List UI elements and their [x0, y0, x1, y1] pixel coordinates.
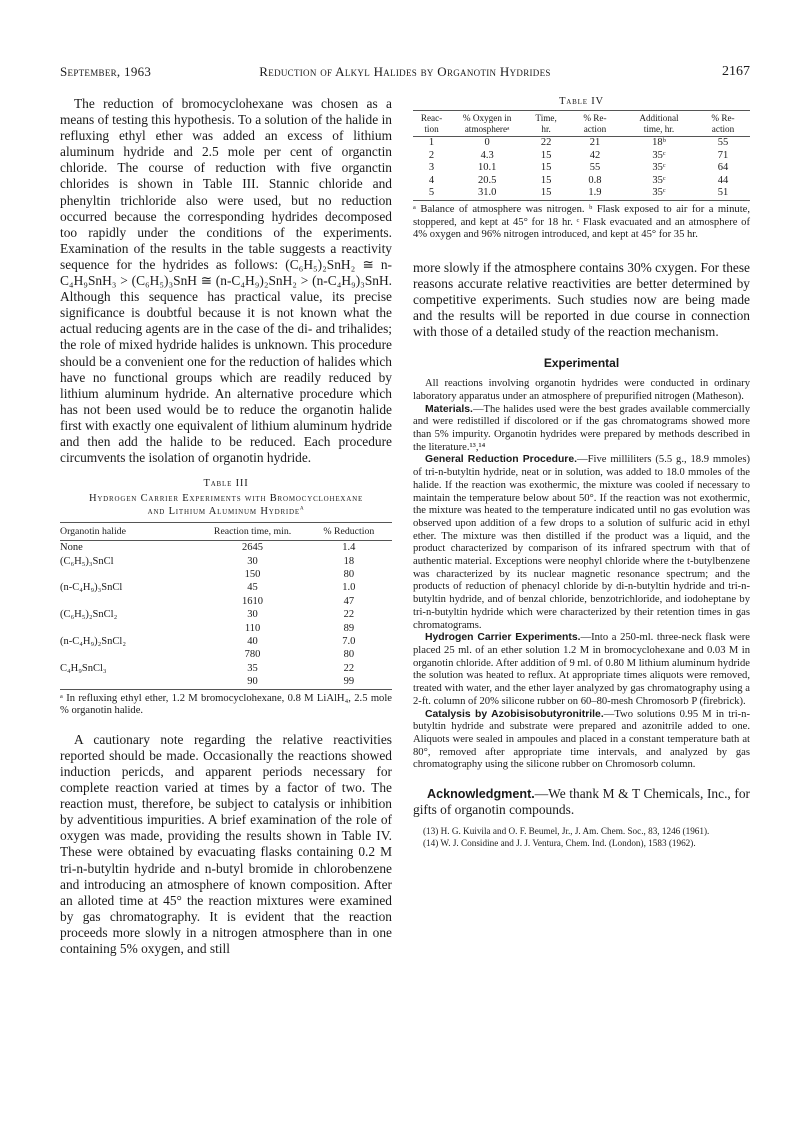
table-cell: 22: [343, 662, 355, 674]
table-cell: 110: [244, 622, 261, 634]
table-4-title: Table IV: [559, 96, 604, 107]
acknowledgment-text: —We thank M & T Chemicals, Inc., for gifts of organotin compounds.: [413, 786, 750, 818]
table-row: [60, 555, 392, 568]
table-header: % Re- action: [696, 111, 750, 137]
table-row: [60, 675, 392, 689]
table-cell: 44: [717, 174, 729, 186]
table-cell: [60, 595, 199, 608]
table-cell: 150: [244, 568, 261, 580]
body-paragraph-1-block: [60, 96, 392, 466]
materials-paragraph: [413, 404, 750, 455]
table-3-caption-mark: a: [299, 503, 305, 512]
table-header: Time, hr.: [524, 111, 568, 137]
acknowledgment: [413, 786, 750, 818]
table-cell: 89: [343, 622, 355, 634]
left-column: [60, 96, 392, 957]
table-row: [60, 648, 392, 661]
body-paragraph: The reduction of bromocyclohexane was chosen as a means of testing this hypothesis. To a solution of the halide in refluxing ethyl ether was added an excess of lithium aluminum hydride and 2.5 mole per cent of organctin chloride. The course of reduction with five organctin chlorides is shown in Table III. Stannic chloride and phenyltin trichloride also were used, but no reduction occurred because the corresponding hydrides decomposed too rapidly under the conditions of the experiments. Examination of the results in the table suggests a reactivity sequence for the hydrides as follows: (C₆H₅)₂SnH₂ ≅ n-C₄H₉SnH₃ > (C₆H₅)₃SnH ≅ (n-C₄H₉)₂SnH₂ > (n-C₄H₉)₃SnH. Although this sequence has practical value, its precise significance is doubtful because it is not known what the actual reducing agents are in the case of the di- and trihalides; the role of mixed hydride halides is unknown. This procedure should be a convenient one for the reduction of halides which have no functional groups which are readily reduced by lithium aluminum hydride. An alternative procedure which has not been used would be to reduce the organotin halide first with exactly one equivalent of lithium aluminum hydride and then add the halide to be reduced. Each procedure circumvents the isolation of organotin hydride.: [60, 96, 392, 466]
table-cell: 15: [540, 149, 552, 161]
table-cell: 51: [696, 187, 750, 200]
table-cell: 4.3: [480, 149, 494, 161]
table-cell: 7.0: [342, 636, 356, 647]
table-cell: 30: [247, 555, 258, 567]
table-cell: 47: [343, 595, 355, 607]
body-paragraph: A cautionary note regarding the relative reactivities reported should be made. Occasionally the reactions showed induction pericds, and apparent periods necessary for complete reaction varied at times by a factor of two. The reaction must, therefore, be subject to catalysis or inhibition by adventitious impurities. A brief examination of the role of oxygen was made, providing the results shown in Table IV. These were obtained by evacuating flasks containing 0.2 M tri-n-butyltin hydride and n-butyl bromide in chlorobenzene and introducing an atmosphere of known composition. After an alloted time at 45° the reaction mixtures were examined by gas chromatography. It is evident that the reaction proceeds more slowly in a nitrogen atmosphere than in one containing 5% oxygen, and still: [60, 731, 392, 957]
table-cell: 10.1: [477, 162, 497, 174]
experimental-body: [413, 378, 750, 772]
carrier-paragraph: [413, 632, 750, 708]
table-cell: 15: [540, 174, 552, 186]
table-cell: 15: [524, 187, 568, 200]
table-cell: 1.9: [568, 187, 622, 200]
table-row: [60, 622, 392, 635]
table-row: [60, 541, 392, 555]
table-header: Reac- tion: [413, 111, 450, 137]
table-cell: 3: [428, 162, 435, 174]
general-procedure-text: —Five milliliters (5.5 g., 18.9 mmoles) of tri-n-butyltin hydride, neat or in solution, was added to 18.0 mmoles of the halide. If the reaction was exothermic, the mixture was cooled if necessary to maintain the temperature below about 50°. If the reaction was not exothermic, the mixture was heated to the temperature indicated until no gas evolution was observed upon addition of a few drops to a solution of sulfuric acid in ethyl ether. The mixture was then distilled if the product was a liquid, and the product characterized by comparison of its infrared spectrum with that of authentic material. Exceptions were neophyl chloride where the t-butylbenzene was characterized by its nuclear magnetic resonance spectrum; and the products of reduction of phenacyl chloride by di-n-butyltin hydride and tri-n-butyltin hydride, and of benzal chloride, benzotrichloride, and iodoheptane by tri-n-butyltin hydride which were characterized by their retention times in gas chromatograms.: [413, 454, 750, 631]
header-date: September, 1963: [60, 64, 152, 79]
table-cell: 35: [247, 662, 258, 674]
page-header: [60, 64, 750, 84]
table-cell: 31.0: [450, 187, 524, 200]
table-cell: [60, 568, 199, 581]
continued-paragraph-block: [413, 260, 750, 340]
table-row: [413, 175, 750, 188]
table-cell: 45: [247, 582, 258, 594]
general-procedure-paragraph: [413, 454, 750, 632]
table-cell: 2645: [242, 542, 264, 554]
table-cell: 35ᶜ: [652, 174, 666, 186]
table-cell: (n-C₄H₉)₂SnCl₂: [60, 636, 126, 647]
table-cell: 15: [540, 162, 552, 174]
table-cell: 71: [717, 149, 729, 161]
table-row: [60, 662, 392, 675]
references: [413, 826, 750, 849]
table-cell: 1: [428, 137, 435, 148]
table-3-caption: [60, 492, 392, 518]
table-cell: None: [60, 542, 83, 554]
carrier-text: —Into a 250-ml. three-neck flask were placed 25 ml. of an ether solution 1.2 M in bromocyclohexane and 0.03 M in organotin chloride. After addition of 9 ml. of 0.80 M lithium aluminum hydride the solution was heated to reflux. At appropriate times aliquots were removed, treated with water, and the ether layer analyzed by gas chromatography using a 2-ft. column of 20% silicone rubber on 60–80-mesh Chromosorb P (firebrick).: [413, 632, 750, 707]
table-cell: 55: [589, 162, 601, 174]
table-cell: 18ᵇ: [652, 137, 666, 148]
table-cell: 42: [589, 149, 601, 161]
table-cell: 1.0: [342, 582, 356, 594]
table-row: [413, 162, 750, 175]
table-cell: 90: [199, 675, 305, 689]
table-header: % Oxygen in atmosphereᵃ: [450, 111, 524, 137]
table-3-header: % Reduction: [306, 523, 392, 541]
table-4-grid: [413, 110, 750, 201]
table-cell: (C₆H₅)₃SnCl: [60, 555, 114, 567]
header-title: Reduction of Alkyl Halides by Organotin Hydrides: [259, 64, 551, 79]
table-row: [60, 608, 392, 621]
table-cell: 55: [717, 137, 729, 148]
table-row: [60, 595, 392, 608]
table-row: [413, 137, 750, 150]
table-cell: 5: [413, 187, 450, 200]
table-3-caption-line2: and Lithium Aluminum Hydride: [147, 506, 300, 518]
reference-14: (14) W. J. Considine and J. J. Ventura, Chem. Ind. (London), 1583 (1962).: [423, 837, 696, 848]
table-3: [60, 478, 392, 718]
table-cell: 22: [343, 609, 355, 621]
table-cell: 35ᶜ: [652, 162, 666, 174]
table-row: [60, 581, 392, 594]
table-cell: 40: [247, 636, 258, 647]
table-cell: (n-C₄H₉)₃SnCl: [60, 582, 123, 594]
table-cell: 780: [244, 649, 261, 661]
table-cell: [60, 648, 199, 661]
reference-13: (13) H. G. Kuivila and O. F. Beumel, Jr., J. Am. Chem. Soc., 83, 1246 (1961).: [423, 826, 710, 837]
general-procedure-heading: General Reduction Procedure.: [425, 454, 578, 466]
table-3-title: Table III: [203, 478, 249, 490]
table-3-grid: [60, 522, 392, 689]
table-row: [413, 187, 750, 200]
table-cell: 20.5: [477, 174, 497, 186]
body-paragraph-2-block: [60, 732, 392, 957]
table-3-header: Reaction time, min.: [199, 523, 305, 541]
table-4-footnote: ᵃ Balance of atmosphere was nitrogen. ᵇ Flask exposed to air for a minute, stoppered, and kept at 45° for 18 hr. ᶜ Flask evacuated and an atmosphere of 4% oxygen and 96% nitrogen introduced, and kept at 45° for 35 hr.: [413, 203, 750, 241]
table-cell: 80: [343, 568, 355, 580]
table-cell: 18: [343, 555, 355, 567]
catalysis-text: —Two solutions 0.95 M in tri-n-butyltin hydride and substrate were prepared and azonitrile added to one. Aliquots were sealed in ampoules and placed in a constant temperature bath at 80°, removed after appropriate time intervals, and analyzed by gas chromatography using the silicone rubber on Chromosorb column.: [413, 708, 750, 771]
catalysis-paragraph: [413, 709, 750, 773]
catalysis-heading: Catalysis by Azobisisobutyronitrile.: [425, 708, 604, 720]
right-column: [413, 96, 750, 849]
table-cell: 1.4: [342, 542, 356, 554]
table-header: % Re- action: [568, 111, 622, 137]
table-cell: 80: [343, 649, 355, 661]
carrier-heading: Hydrogen Carrier Experiments.: [425, 632, 581, 644]
table-cell: 35ᶜ: [622, 187, 696, 200]
continued-paragraph: more slowly if the atmosphere contains 30% cxygen. For these reasons accurate relative reactivities are better determined by competitive experiments. Such studies now are being made and the results will be reported in due course in connection with those of a detailed study of the reaction mechanism.: [413, 259, 750, 340]
exp-intro: All reactions involving organotin hydrides were conducted in ordinary laboratory apparatus under an atmosphere of prepurified nitrogen (Matheson).: [413, 378, 750, 402]
table-4: [413, 96, 750, 242]
table-row: [413, 150, 750, 163]
section-heading-experimental: Experimental: [543, 356, 620, 371]
table-cell: 0.8: [588, 174, 602, 186]
table-cell: 2: [428, 149, 435, 161]
table-cell: 0: [484, 137, 490, 148]
table-3-header: Organotin halide: [60, 523, 199, 541]
table-cell: C₄H₉SnCl₃: [60, 662, 107, 674]
table-cell: 35ᶜ: [652, 149, 666, 161]
table-row: [60, 635, 392, 648]
materials-text: —The halides used were the best grades available commercially and were redistilled if discolored or if the gas chromatograms showed more than 5% impurity. Organotin hydrides were prepared by methods described in the literature.¹³,¹⁴: [413, 403, 750, 453]
table-header: Additional time, hr.: [622, 111, 696, 137]
table-cell: 99: [306, 675, 392, 689]
table-3-caption-line1: Hydrogen Carrier Experiments with Bromocyclohexane: [88, 493, 364, 505]
table-cell: 4: [428, 174, 435, 186]
page-number: 2167: [722, 64, 750, 79]
table-cell: [60, 622, 199, 635]
table-cell: 22: [540, 137, 552, 148]
table-cell: [60, 675, 199, 689]
table-cell: 1610: [242, 595, 264, 607]
table-cell: 21: [589, 137, 601, 148]
acknowledgment-heading: Acknowledgment.: [427, 787, 535, 802]
table-row: [60, 568, 392, 581]
table-cell: 64: [717, 162, 729, 174]
table-cell: (C₆H₅)₂SnCl₂: [60, 609, 118, 621]
table-3-footnote: ᵃ In refluxing ethyl ether, 1.2 M bromocyclohexane, 0.8 M LiAlH₄, 2.5 mole % organotin halide.: [60, 692, 392, 717]
materials-heading: Materials.: [425, 403, 473, 415]
table-cell: 30: [247, 609, 258, 621]
